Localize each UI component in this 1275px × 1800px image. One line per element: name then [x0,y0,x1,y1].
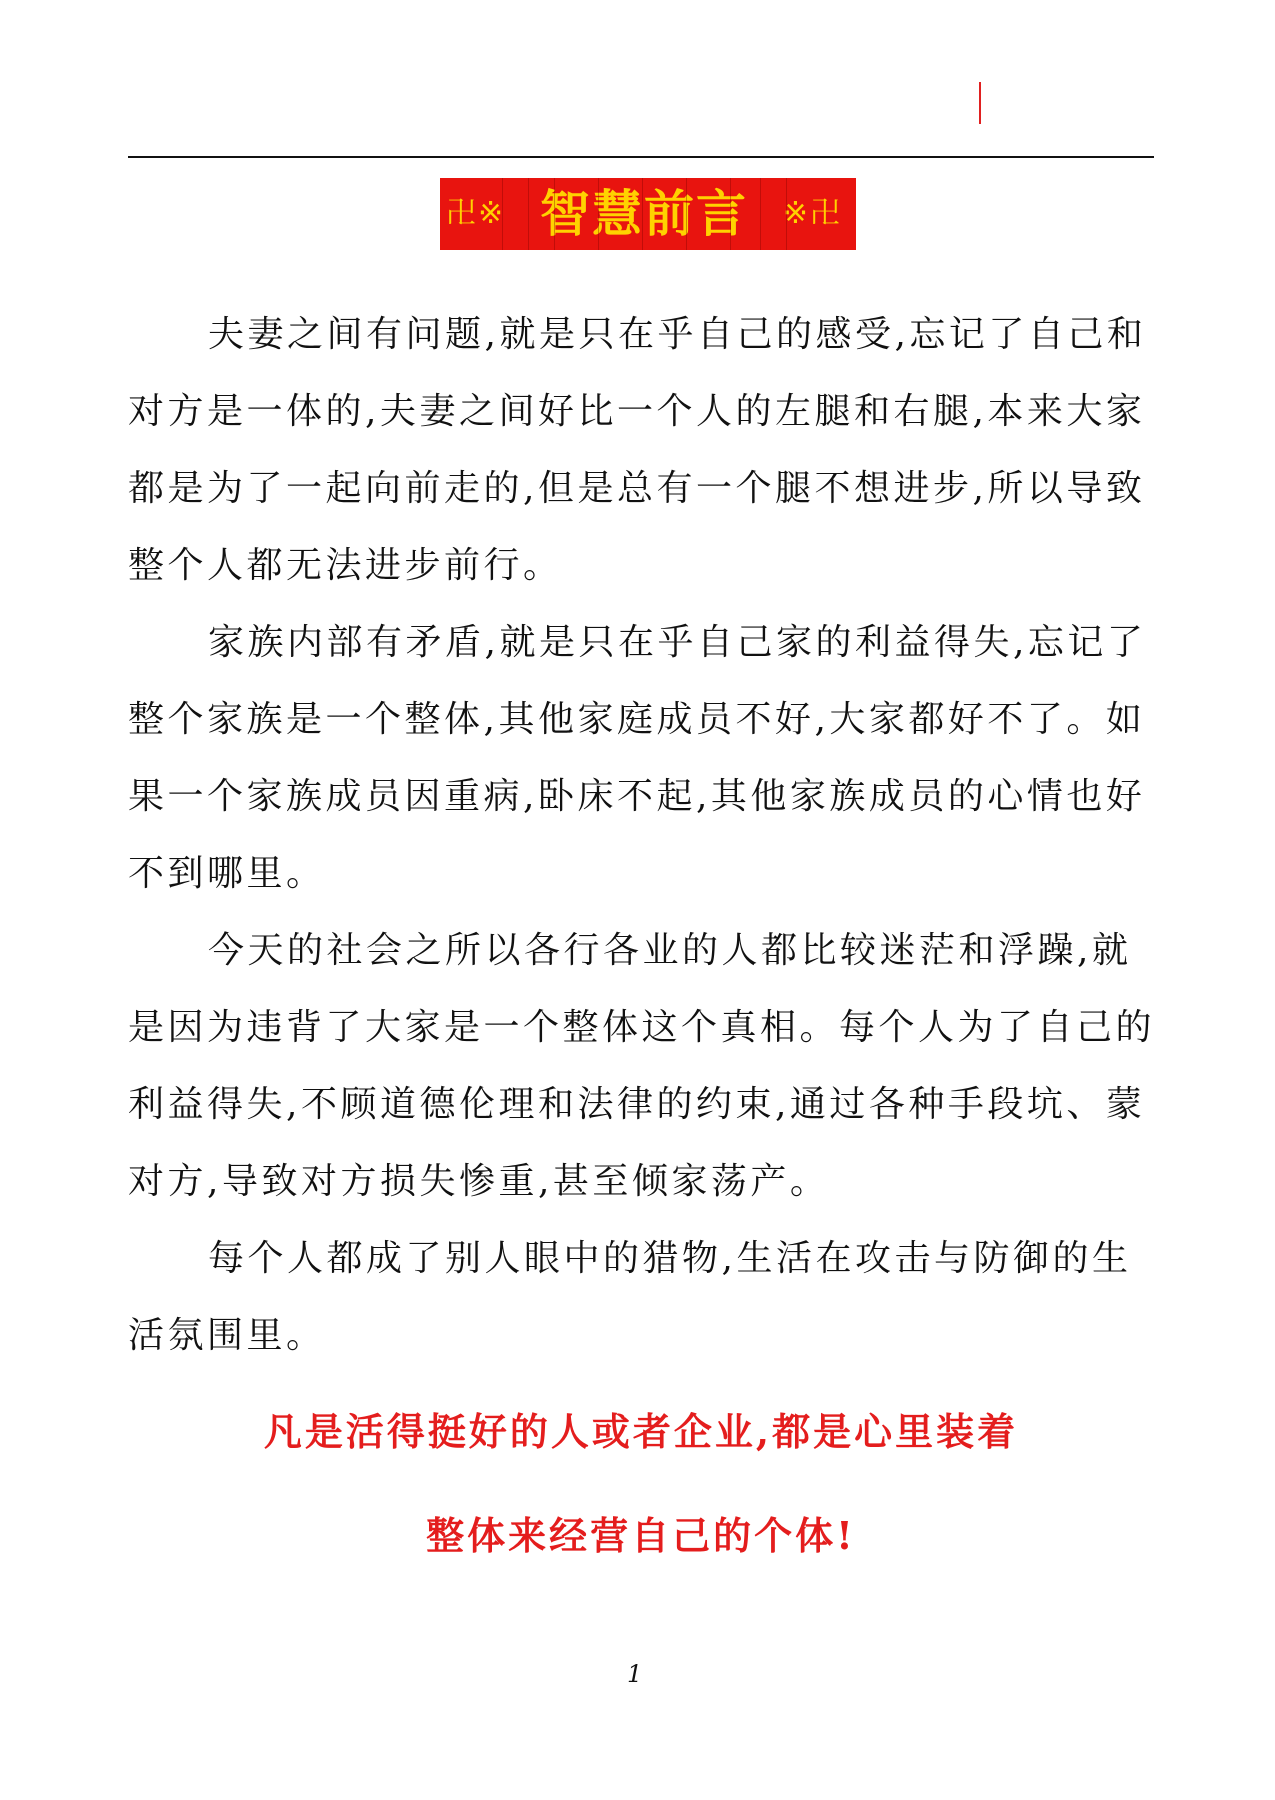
body-text [128,296,1158,1374]
paragraph-marriage: 夫妻之间有问题,就是只在乎自己的感受,忘记了自己和对方是一体的,夫妻之间好比一个人的左腿和右腿,本来大家都是为了一起向前走的,但是总有一个腿不想进步,所以导致整个人都无法进步前行。 [128,314,1147,586]
banner-left-symbol: 卍※ [446,196,506,231]
paragraph-family: 家族内部有矛盾,就是只在乎自己家的利益得失,忘记了整个家族是一个整体,其他家庭成员不好,大家都好不了。如果一个家族成员因重病,卧床不起,其他家族成员的心情也好不到哪里。 [128,622,1147,894]
page-number: 1 [627,1660,643,1688]
closing-line-2: 整体来经营自己的个体! [426,1513,856,1558]
closing-statement [128,1380,1154,1588]
banner-right-symbol: ※卍 [782,196,842,231]
paragraph-society: 今天的社会之所以各行各业的人都比较迷茫和浮躁,就是因为违背了大家是一个整体这个真相。每个人为了自己的利益得失,不顾道德伦理和法律的约束,通过各种手段坑、蒙对方,导致对方损失惨重,甚至倾家荡产。 [128,930,1156,1202]
title-banner [440,178,856,250]
paragraph-prey: 每个人都成了别人眼中的猎物,生活在攻击与防御的生活氛围里。 [128,1238,1132,1356]
header-rule [128,156,1154,158]
closing-line-1: 凡是活得挺好的人或者企业,都是心里装着 [263,1409,1019,1454]
page-title: 智慧前言 [540,184,748,243]
header-accent-mark [979,82,981,124]
